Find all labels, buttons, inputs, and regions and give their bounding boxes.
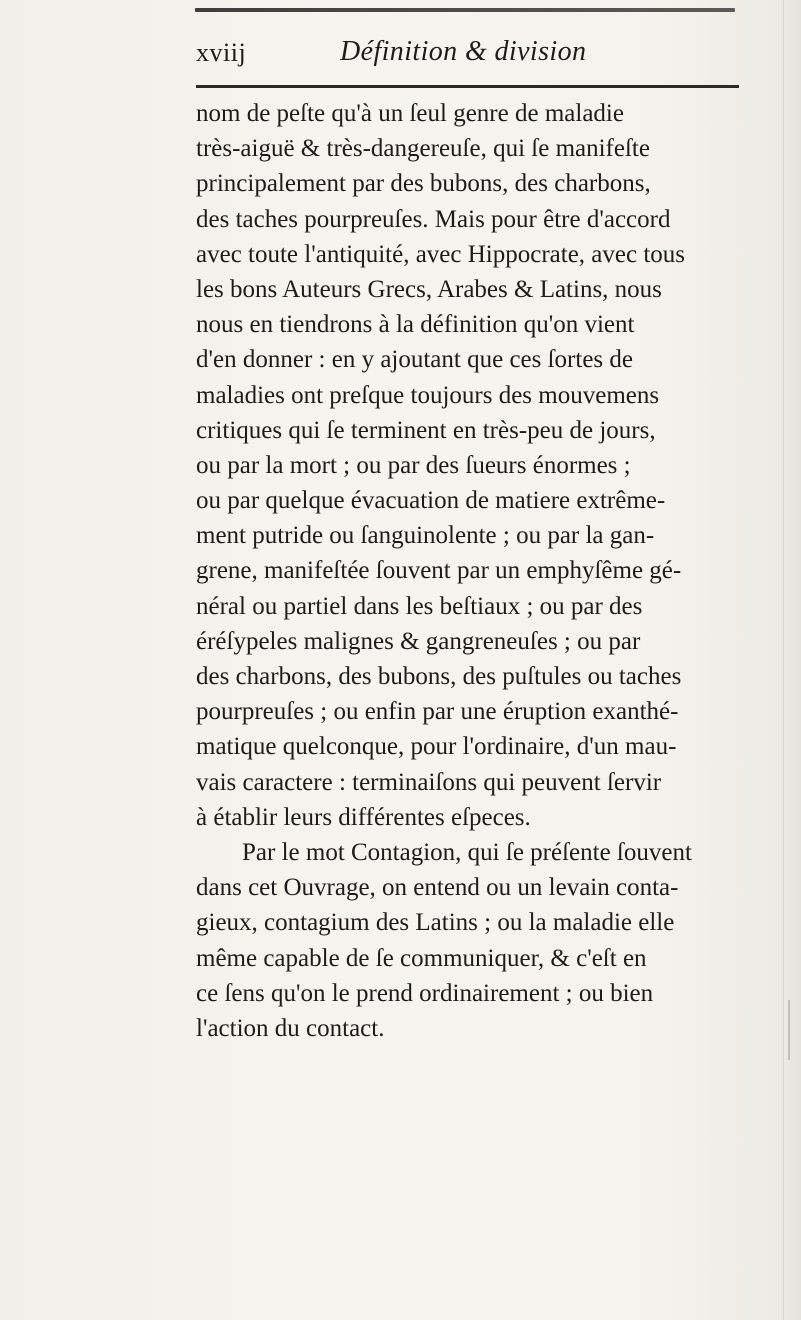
- running-title: Définition & division: [340, 36, 587, 67]
- margin-mark: [788, 1000, 790, 1060]
- text-line: les bons Auteurs Grecs, Arabes & Latins, nous: [196, 275, 662, 303]
- text-line: grene, manifeſtée ſouvent par un emphyſême gé-: [196, 557, 682, 585]
- text-line: avec toute l'antiquité, avec Hippocrate, avec tous: [196, 240, 686, 268]
- text-line: très-aiguë & très-dangereuſe, qui ſe manifeſte: [196, 135, 650, 163]
- header-rule: [196, 85, 739, 88]
- text-line: pourpreuſes ; ou enfin par une éruption exanthé-: [196, 698, 679, 726]
- text-line: ou par la mort ; ou par des ſueurs énormes ;: [196, 451, 631, 479]
- text-line: gieux, contagium des Latins ; ou la maladie elle: [196, 909, 675, 937]
- text-line: ou par quelque évacuation de matiere extrême-: [196, 487, 666, 515]
- text-line: des charbons, des bubons, des puſtules ou taches: [196, 663, 682, 690]
- text-line: dans cet Ouvrage, on entend ou un levain conta-: [196, 874, 679, 902]
- page-top-edge: [195, 8, 735, 12]
- page-number: xviij: [196, 38, 247, 67]
- text-line: ce ſens qu'on le prend ordinairement ; ou bien: [196, 979, 654, 1007]
- text-line: des taches pourpreuſes. Mais pour être d'accord: [196, 205, 671, 233]
- text-line: matique quelconque, pour l'ordinaire, d'un mau-: [196, 733, 677, 761]
- text-line: à établir leurs différentes eſpeces.: [196, 803, 531, 831]
- text-line: ment putride ou ſanguinolente ; ou par la gan-: [196, 522, 655, 550]
- text-line: néral ou partiel dans les beſtiaux ; ou par des: [196, 592, 643, 620]
- text-line: critiques qui ſe terminent en très-peu de jours,: [196, 416, 656, 444]
- text-line: vais caractere : terminaiſons qui peuvent ſervir: [196, 768, 662, 796]
- page-right-margin: [783, 0, 801, 1320]
- text-line: l'action du contact.: [196, 1014, 385, 1042]
- text-line: même capable de ſe communiquer, & c'eſt en: [196, 944, 647, 972]
- text-line: nom de peſte qu'à un ſeul genre de maladie: [196, 100, 624, 127]
- page-header: [196, 30, 756, 80]
- text-line: maladies ont preſque toujours des mouvemens: [196, 381, 660, 409]
- text-line: principalement par des bubons, des charbons,: [196, 170, 651, 198]
- body-text: [196, 96, 761, 1046]
- text-line: nous en tiendrons à la définition qu'on vient: [196, 311, 635, 339]
- text-line-paragraph-start: Par le mot Contagion, qui ſe préſente ſouvent: [242, 838, 692, 866]
- text-line: éréſypeles malignes & gangreneuſes ; ou par: [196, 627, 641, 655]
- text-line: d'en donner : en y ajoutant que ces ſortes de: [196, 346, 633, 374]
